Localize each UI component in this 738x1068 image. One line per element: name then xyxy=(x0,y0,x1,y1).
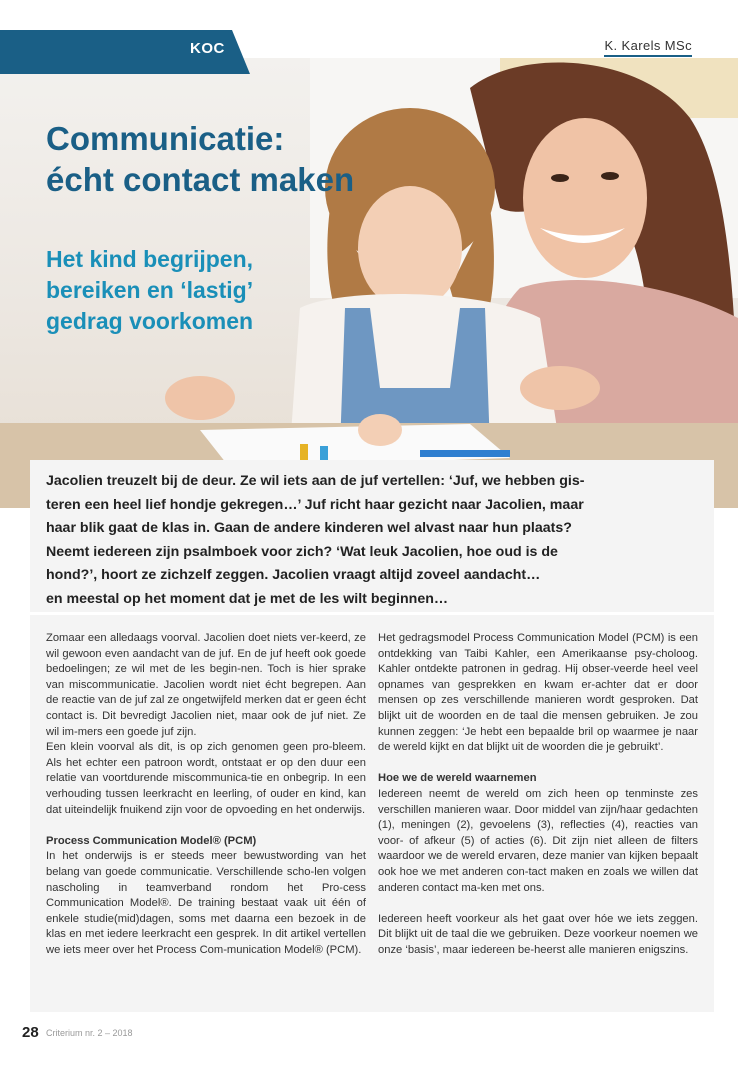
section-heading: Process Communication Model® (PCM) xyxy=(46,834,257,847)
intro-line: Jacolien treuzelt bij de deur. Ze wil iets aan de juf vertellen: ‘Juf, we hebben gis- xyxy=(46,473,585,489)
section-heading: Hoe we de wereld waarnemen xyxy=(378,772,537,785)
body-paragraph: Iedereen neemt de wereld om zich heen op tenminste zes verschillen manieren waar. Door middel van zijn/haar gedachten (1), meningen (2), gevoelens (3), reflecties (4), reacties van voor- of afkeur (5) of acties (6). Dit zijn niet alleen de filters waardoor we de wereld ervaren, deze manier van kijken bepaalt ook hoe we met anderen con-tact maken en zoals we willen dat anderen contact ma-ken met ons. xyxy=(378,787,698,894)
publication-source: Criterium nr. 2 – 2018 xyxy=(46,1028,133,1038)
intro-line: hond?’, hoort ze zichzelf zeggen. Jacolien vraagt altijd zoveel aandacht… xyxy=(46,567,541,583)
article-subtitle xyxy=(46,244,253,337)
page-number: 28 xyxy=(22,1024,39,1041)
body-paragraph: Zomaar een alledaags voorval. Jacolien doet niets ver-keerd, ze wil gewoon even aandacht van de juf. En de juf heeft ook goede bedoelingen; ze wil met de les begin-nen. Toch is hier sprake van miscommunicatie. Jacolien wordt niet écht begrepen. Aan de reactie van de juf zal ze ongetwijfeld merken dat er geen écht contact is. Dit bevredigt Jacolien niet, maar ook de juf niet. Ze wil im-mers een goede juf zijn. xyxy=(46,632,366,738)
intro-line: haar blik gaat de klas in. Gaan de andere kinderen wel alvast naar hun plaats? xyxy=(46,520,572,536)
subtitle-line: gedrag voorkomen xyxy=(46,308,254,334)
subtitle-line: Het kind begrijpen, xyxy=(46,246,254,272)
body-paragraph: Een klein voorval als dit, is op zich genomen geen pro-bleem. Als het echter een patroon wordt, ontstaat er op den duur een relatie van voortdurende miscommunica-tie en onbegrip. In een verhouding tussen leerkracht en leerling, of ouder en kind, kan dat uiteindelijk fnuikend zijn voor de opvoeding en het onderwijs. xyxy=(46,741,366,816)
section-label: KOC xyxy=(190,40,225,57)
intro-line: Neemt iedereen zijn psalmboek voor zich? ‘Wat leuk Jacolien, hoe oud is de xyxy=(46,543,558,560)
body-paragraph: Het gedragsmodel Process Communication Model (PCM) is een ontdekking van Taibi Kahler, een Amerikaanse psy-choloog. Kahler ontdekte patronen in gedrag. Hij obser-veerde heel veel opnames van gesprekken en kwam er-achter dat er door mensen op zes verschillende manieren wordt gesproken. Dat blijkt uit de woorden en de taal die mensen gebruiken. Je zou kunnen zeggen: ‘Je hebt een bepaalde bril op waarmee je naar de wereld kijkt en dat blijkt uit de woorden die je gebruikt’. xyxy=(378,632,698,754)
body-paragraph: Iedereen heeft voorkeur als het gaat over hóe we iets zeggen. Dit blijkt uit de taal die we gebruiken. Deze voorkeur noemen we onze ‘basis’, maar iedereen be-heerst alle manieren enigszins. xyxy=(378,912,698,956)
right-column xyxy=(378,631,698,958)
left-column xyxy=(46,631,366,958)
article-title xyxy=(46,118,354,200)
subtitle-line: bereiken en ‘lastig’ xyxy=(46,277,254,303)
body-paragraph: In het onderwijs is er steeds meer bewustwording van het belang van goede communicatie. Verschillende scho-len volgen nascholing in teamverband rondom het Pro-cess Communication Model®. De training bestaat vaak uit één of enkele studie(mid)dagen, soms met daarna een bezoek in de klas en met iedere leerkracht een gesprek. In dit artikel vertellen we iets meer over het Process Com-munication Model® (PCM). xyxy=(46,850,366,956)
intro-line: en meestal op het moment dat je met de les wilt beginnen… xyxy=(46,590,449,607)
title-line: écht contact maken xyxy=(46,161,355,198)
title-line: Communicatie: xyxy=(46,120,285,157)
author-name: K. Karels MSc xyxy=(604,38,692,57)
intro-line: teren een heel lief hondje gekregen…’ Juf richt haar gezicht naar Jacolien, maar xyxy=(46,496,584,513)
intro-paragraph xyxy=(46,470,646,611)
